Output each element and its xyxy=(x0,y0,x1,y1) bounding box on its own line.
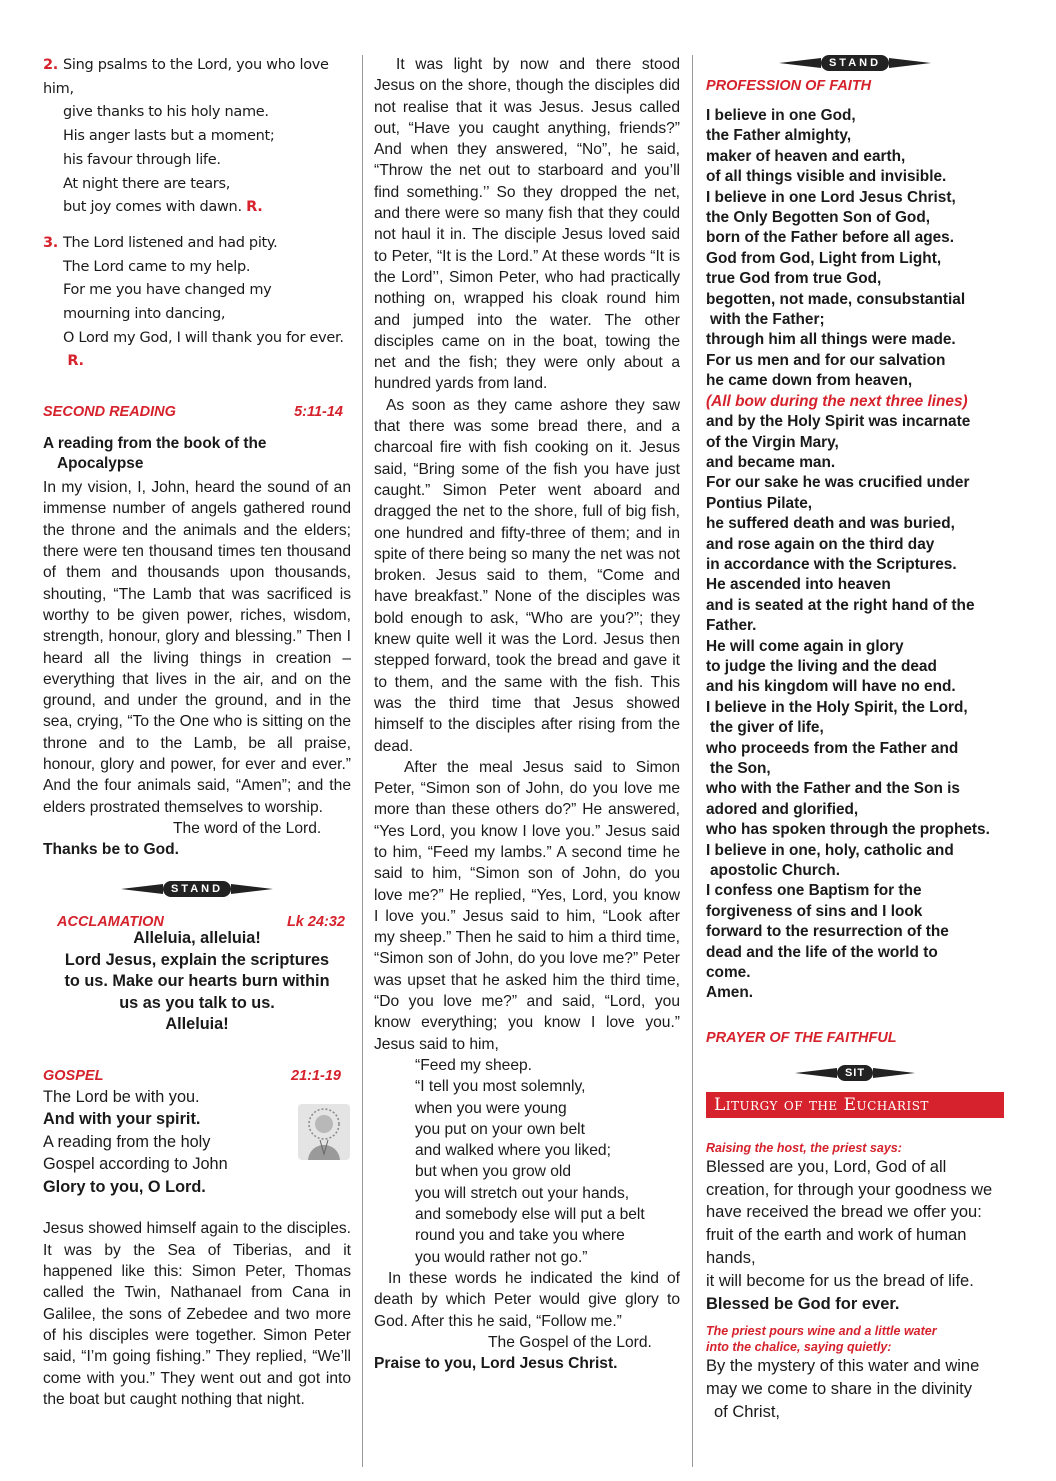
creed-line: I believe in one, holy, catholic and xyxy=(706,841,954,859)
creed-line: of all things visible and invisible. xyxy=(706,168,947,186)
gospel-text-part1: Jesus showed himself again to the disciples. It was by the Sea of Tiberias, and it happened like this: Simon Peter, Thomas called the Twin, Nathanael from Cana in Galilee, the sons of Zebedee and two more of his disciples were together. Simon Peter said, “I’m going fishing.” They replied, “We’ll come with you.” They went out and got into the boat but caught nothing that night. xyxy=(43,1220,351,1408)
creed-text xyxy=(706,106,1004,1004)
creed-line: dead and the life of the world to xyxy=(706,943,938,961)
psalm-verse-3: 3. The Lord listened and had pity. The Lord came to my help. For me you have changed my mourning into dancing, O Lord my God, I will thank you for ever. R. xyxy=(43,232,351,374)
arrow-left-icon xyxy=(795,1068,837,1078)
creed-line: come. xyxy=(706,964,751,982)
response-blessed: Blessed be God for ever. xyxy=(706,1294,900,1313)
creed-line: in accordance with the Scriptures. xyxy=(706,555,957,573)
acclamation-text: Alleluia, alleluia! Lord Jesus, explain the scriptures to us. Make our hearts burn within us as you talk to us. Alleluia! xyxy=(64,929,330,1034)
gospel-paragraph-2: It was light by now and there stood Jesus on the shore, though the disciples did not realise that it was Jesus. Jesus called out, “Have you caught anything, friends?” And when they answered, “No”, he said, “Throw the net out to starboard and you’ll find something.’’ So they dropped the net, and there were so many fish that they could not haul it in. The disciple Jesus loved said to Peter, “It is the Lord.” At these words “It is the Lord’’, Simon Peter, who had practically nothing on, wrapped his cloak round him and jumped into the water. The other disciples came on in the boat, towing the net and the fish; they were only about a hundred yards from land. xyxy=(374,56,680,393)
prayer-of-faithful-heading: PRAYER OF THE FAITHFUL xyxy=(706,1029,897,1046)
creed-line: with the Father; xyxy=(710,311,825,329)
creed-line: who proceeds from the Father and xyxy=(706,739,959,757)
second-reading-title: A reading from the book of the Apocalypse xyxy=(43,435,267,473)
creed-line: of the Virgin Mary, xyxy=(706,433,839,451)
wine-water-text: By the mystery of this water and wine may we come to share in the divinity of Christ, xyxy=(706,1357,980,1422)
profession-of-faith-heading: PROFESSION OF FAITH xyxy=(706,78,872,94)
creed-line: I believe in one God, xyxy=(706,107,856,124)
creed-line: I believe in the Holy Spirit, the Lord, xyxy=(706,698,968,716)
creed-line: adored and glorified, xyxy=(706,800,859,818)
reading-response: Thanks be to God. xyxy=(43,841,180,859)
psalm-verse-2: 2. Sing psalms to the Lord, you who love him, give thanks to his holy name. His anger lasts but a moment; his favour through life. At night there are tears, but joy comes with dawn. R. xyxy=(43,54,351,220)
saint-john-icon xyxy=(298,1104,350,1160)
creed-line: and his kingdom will have no end. xyxy=(706,678,956,696)
gospel-heading: GOSPEL 21:1-19 xyxy=(43,1067,341,1084)
column-2 xyxy=(374,54,680,1374)
creed-line: I confess one Baptism for the xyxy=(706,882,922,900)
gospel-dialogue: The Lord be with you. And with your spirit. A reading from the holy Gospel according to John Glory to you, O Lord. xyxy=(43,1086,351,1199)
creed-line: Amen. xyxy=(706,984,754,1002)
verse-number: 3. xyxy=(43,234,58,251)
creed-line: the Only Begotten Son of God, xyxy=(706,209,931,227)
second-reading-text: In my vision, I, John, heard the sound of an immense number of angels gathered round the throne and the animals and the elders; there were ten thousand times ten thousand of them and thousands upon thousands, shouting, “The Lamb that was sacrificed is worthy to be given power, riches, wisdom, strength, honour, glory and blessing.” Then I heard all the living things in creation – everything that lives in the air, and on the ground, and under the ground, and in the sea, crying, “To the One who is sitting on the throne and to the Lamb, be all praise, honour, glory and power, for ever and ever.” And the four animals said, “Amen”; and the elders prostrated themselves to worship. xyxy=(43,479,351,816)
arrow-right-icon xyxy=(889,58,931,68)
creed-line: to judge the living and the dead xyxy=(706,657,937,675)
stand-marker: STAND xyxy=(706,54,1004,72)
arrow-right-icon xyxy=(873,1068,915,1078)
creed-line: He will come again in glory xyxy=(706,637,904,655)
second-reading-heading: SECOND READING 5:11-14 xyxy=(43,404,343,421)
creed-line: who has spoken through the prophets. xyxy=(706,821,990,839)
gospel-paragraph-3: As soon as they came ashore they saw that there was some bread there, and a charcoal fire with fish cooking on it. Jesus said, “Bring some of the fish you have just caught.” Simon Peter went aboard and dragged the net to the shore, full of big fish, one hundred and fifty-three of them; and in spite of there being so many the net was not broken. Jesus said to them, “Come and have breakfast.” None of the disciples was bold enough to ask, “Who are you?”; they knew quite well it was the Lord. Jesus then stepped forward, took the bread and gave it to them, and the same with the fish. This was the third time that Jesus showed himself to the disciples after rising from the dead. xyxy=(374,396,680,755)
gospel-paragraph-4: After the meal Jesus said to Simon Peter, “Simon son of John, do you love me more than these others do?” He answered, “Yes Lord, you know I love you.” Jesus said to him, “Feed my lambs.” A second time he said to him, “Simon son of John, do you love me?” He replied, “Yes, Lord, you know I love you.” Jesus said to him, “Look after my sheep.” Then he said to him a third time, “Simon son of John, do you love me?” Peter was upset that he asked him the third time, “Do you love me?” and said, “Lord, you know everything; you know I love you.” Jesus said to him, xyxy=(374,758,680,1053)
creed-line: He ascended into heaven xyxy=(706,576,891,594)
gospel-quote: “Feed my sheep. “I tell you most solemnly, when you were young you put on your own belt and walked where you liked; but when you grow old you will stretch out your hands, and somebody else will put a belt round you and take you where you would rather not go.” xyxy=(415,1056,645,1266)
creed-line: and became man. xyxy=(706,453,836,471)
column-1 xyxy=(43,54,351,1410)
creed-rubric: (All bow during the next three lines) xyxy=(706,392,968,410)
stand-marker: STAND xyxy=(43,880,351,898)
verse-number: 2. xyxy=(43,57,58,73)
rubric-wine-water: The priest pours wine and a little water into the chalice, saying quietly: xyxy=(706,1324,937,1355)
creed-line: forgiveness of sins and I look xyxy=(706,902,923,920)
creed-line: and rose again on the third day xyxy=(706,535,935,553)
creed-line: and is seated at the right hand of the xyxy=(706,596,975,614)
creed-line: Pontius Pilate, xyxy=(706,494,813,512)
gospel-closing: The Gospel of the Lord. xyxy=(488,1333,652,1351)
creed-line: the Father almighty, xyxy=(706,127,852,145)
creed-line: For our sake he was crucified under xyxy=(706,474,970,492)
offertory-bread-text: Blessed are you, Lord, God of all creation, for through your goodness we have received the bread we offer you: fruit of the earth and work of human hands, xyxy=(706,1157,993,1268)
creed-line: he came down from heaven, xyxy=(706,372,913,390)
creed-line: he suffered death and was buried, xyxy=(706,515,955,533)
creed-line: begotten, not made, consubstantial xyxy=(706,290,966,308)
creed-line: the Son, xyxy=(710,760,771,777)
arrow-left-icon xyxy=(779,58,821,68)
response-marker: R. xyxy=(246,199,263,216)
rubric-raising-host: Raising the host, the priest says: xyxy=(706,1140,902,1155)
creed-line: maker of heaven and earth, xyxy=(706,147,906,165)
creed-line: the giver of life, xyxy=(710,719,824,737)
reading-closing: The word of the Lord. xyxy=(173,819,322,837)
creed-line: forward to the resurrection of the xyxy=(706,923,949,941)
creed-line: I believe in one Lord Jesus Christ, xyxy=(706,188,956,206)
gospel-response: Praise to you, Lord Jesus Christ. xyxy=(374,1355,618,1373)
response-marker: R. xyxy=(67,353,84,370)
sit-marker: SIT xyxy=(706,1064,1004,1082)
liturgy-of-eucharist-banner: Liturgy of the Eucharist xyxy=(706,1092,1004,1118)
creed-line: God from God, Light from Light, xyxy=(706,249,942,267)
creed-line: apostolic Church. xyxy=(710,862,840,880)
arrow-right-icon xyxy=(231,884,273,894)
creed-line: who with the Father and the Son is xyxy=(706,780,960,798)
creed-line: true God from true God, xyxy=(706,270,882,288)
arrow-left-icon xyxy=(121,884,163,894)
gospel-paragraph-5: In these words he indicated the kind of death by which Peter would give glory to God. After this he said, “Follow me.” xyxy=(374,1269,680,1330)
column-3: STAND PROFESSION OF FAITH I believe in one God, the Father almighty, maker of heaven and earth, of all things visible and invisible. I believe in one Lord Jesus Christ, the Only Begotten Son of God, born of the Father before all ages. God from God, Light from Light, true God from true God, begotten, not made, consubstantial with the Father; through him all things were made. For us men and for our salvation he came down from heaven, (All bow during the next three lines) and by the Holy Spirit was incarnate of the Virgin Mary, and became man. For our sake he was crucified under Pontius Pilate, he suffered death and was buried, and rose again on the third day in accordance with the Scriptures. He ascended into heaven and is seated at the right hand of the Father. He will come again in glory to judge the living and the dead and his kingdom will have no end. I believe in the Holy Spirit, the Lord, the giver of life, who proceeds from the Father and the Son, who with the Father and the Son is adored and glorified, who has spoken through the prophets. I believe in one, holy, catholic and apostolic Church. I confess one Baptism for the forgiveness of sins and I look forward to the resurrection of the dead and the life of the world to come. Amen. PRAYER OF THE FAITHFUL SIT Liturgy of the Eucharist Raising the host, the priest says: Blessed are you, Lord, God of all creation, for through your goodness we have received the bread we offer you: fruit of the earth and work of human hands, it will become for us the bread of life. Blessed be God for ever. The priest pours wine and a little water into the chalice, saying quietly: By the mystery of this water and wine may we come to share in the divinity of Christ, xyxy=(706,54,1004,1424)
creed-line: born of the Father before all ages. xyxy=(706,229,955,247)
acclamation-heading: ACCLAMATION Lk 24:32 xyxy=(57,914,345,931)
creed-line: For us men and for our salvation xyxy=(706,351,946,369)
creed-line: Father. xyxy=(706,617,757,635)
creed-line: through him all things were made. xyxy=(706,331,956,349)
creed-line: and by the Holy Spirit was incarnate xyxy=(706,413,971,431)
